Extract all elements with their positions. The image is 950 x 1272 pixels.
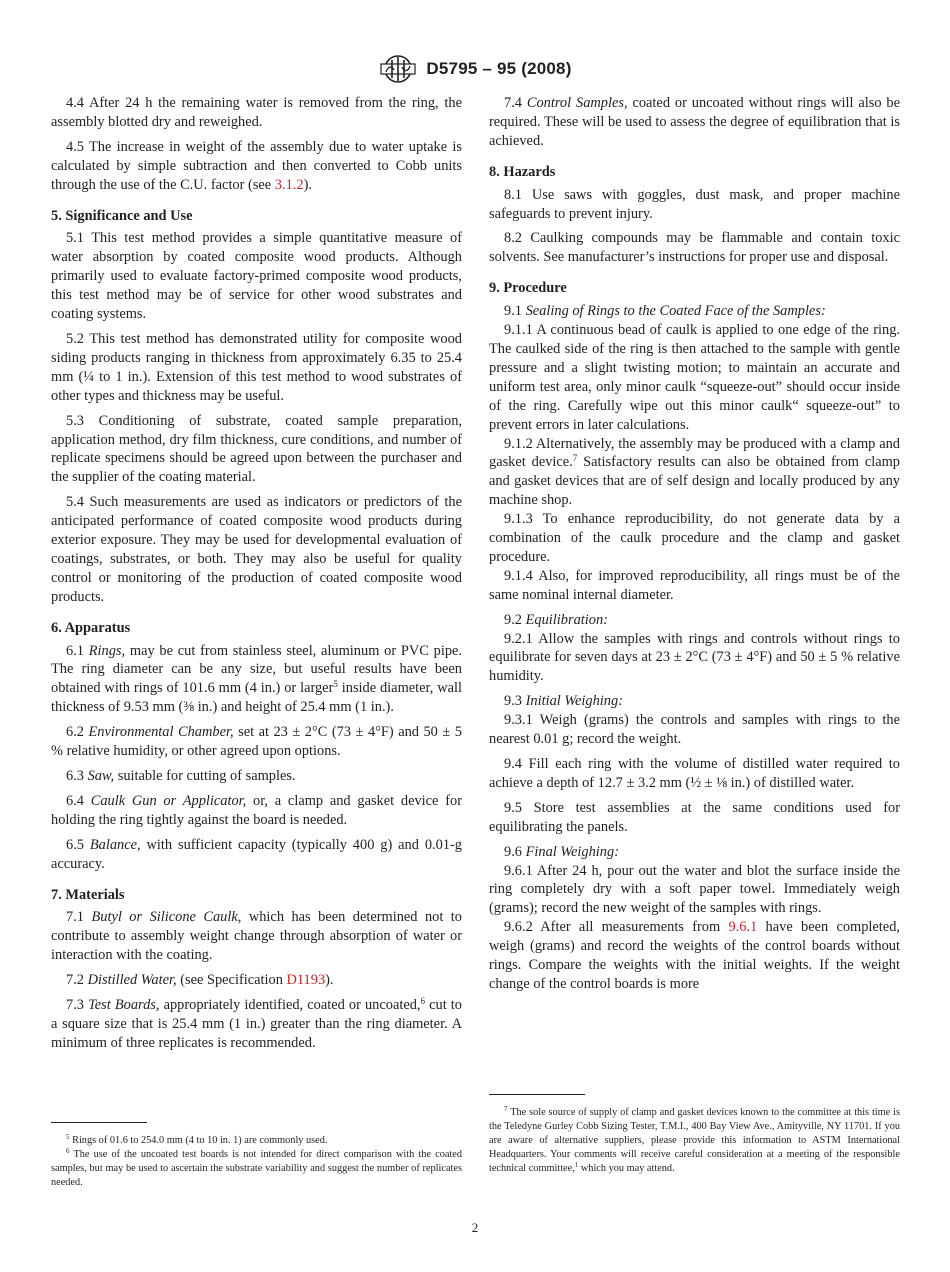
- paragraph-9-3-1: 9.3.1 Weigh (grams) the controls and samples with rings to the nearest 0.01 g; record the weight.: [489, 712, 900, 748]
- paragraph-6-2: 6.2 Environmental Chamber, set at 23 ± 2°C (73 ± 4°F) and 50 ± 5 % relative humidity, or other agreed upon options.: [51, 724, 462, 760]
- footnote-divider-left: [51, 1122, 147, 1123]
- paragraph-5-2: 5.2 This test method has demonstrated utility for composite wood siding products ranging in thickness from approximately 6.35 to 25.4 mm (¼ to 1 in.). Extension of this test method to wood substrates of other types and thickness may be useful.: [51, 330, 462, 404]
- link-3-1-2[interactable]: 3.1.2: [274, 176, 304, 193]
- paragraph-5-1: 5.1 This test method provides a simple quantitative measure of water absorption by coated composite wood products. Although primarily used to evaluate factory-primed composite wood products, this test method may be of service for other wood substrates and coating systems.: [51, 230, 462, 323]
- paragraph-9-1-1: 9.1.1 A continuous bead of caulk is applied to one edge of the ring. The caulked side of the ring is then attached to the sample with gentle pressure and a slight twisting motion; to maintain an accurate and uniform test area, only minor caulk “squeeze-out” should occur inside of the ring. Carefully wipe out this minor caulk“ squeeze-out” to prevent errors in later calculations.: [489, 322, 900, 433]
- paragraph-9-2: 9.2 Equilibration:: [504, 611, 608, 628]
- footnote-7: $^7$ The sole source of supply of clamp and gasket devices known to the committee at this time is the Teledyne Gurley Cobb Sizing Tester, T.M.I., 400 Bay View Ave., Amityville, NY 11701. If you are aware of alternative suppliers, please provide this information to ASTM International Headquarters. Your comments will receive careful consideration at a meeting of the responsible technical committee,$^1$ which you may attend.: [489, 1105, 900, 1174]
- paragraph-9-1-4: 9.1.4 Also, for improved reproducibility, all rings must be of the same nominal internal diameter.: [489, 567, 900, 603]
- page-header: [0, 52, 950, 86]
- footnote-divider-right: [489, 1094, 585, 1095]
- paragraph-9-4: 9.4 Fill each ring with the volume of distilled water required to achieve a depth of 12.7 ± 3.2 mm (½ ± ⅛ in.) of distilled water.: [489, 756, 900, 791]
- link-d1193[interactable]: D1193: [286, 972, 326, 989]
- section-9-heading: 9. Procedure: [489, 280, 567, 297]
- paragraph-9-6-2: 9.6.2 After all measurements from 9.6.1 have been completed, weigh (grams) and record the weights of the control boards without rings. Compare the weights with the initial weights. If the weight change of the control boards is more: [489, 919, 900, 992]
- footnote-ref-5[interactable]: 5: [333, 679, 338, 690]
- paragraph-9-6: 9.6 Final Weighing:: [504, 843, 619, 860]
- paragraph-6-1: 6.1 Rings, may be cut from stainless steel, aluminum or PVC pipe. The ring diameter can be any size, but useful results have been obtained with rings of 101.6 mm (4 in.) or larger$^5$ inside diameter, wall thickness of 9.53 mm (⅜ in.) and height of 25.4 mm (1 in.).: [51, 642, 462, 716]
- section-6-heading: 6. Apparatus: [51, 619, 131, 636]
- page-number: 2: [471, 1220, 479, 1235]
- footnote-ref-6[interactable]: 6: [420, 996, 426, 1007]
- paragraph-8-1: 8.1 Use saws with goggles, dust mask, and proper machine safeguards to prevent injury.: [489, 186, 900, 222]
- paragraph-9-6-1: 9.6.1 After 24 h, pour out the water and blot the surface inside the ring completely dry with a soft paper towel. Immediately weigh (grams); record the new weight of the samples with rings.: [489, 862, 900, 917]
- section-7-heading: 7. Materials: [51, 886, 125, 903]
- paragraph-7-3: 7.3 Test Boards, appropriately identified, coated or uncoated,$^6$ cut to a square size that is 25.4 mm (1 in.) greater than the ring diameter. A minimum of three replicates is recommended.: [51, 996, 462, 1051]
- paragraph-9-1-3: 9.1.3 To enhance reproducibility, do not generate data by a combination of the caulk procedure and the clamp and gasket procedure.: [489, 511, 900, 565]
- left-column: [51, 94, 462, 1053]
- paragraph-9-5: 9.5 Store test assemblies at the same conditions used for equilibrating the panels.: [489, 799, 900, 835]
- paragraph-7-4: 7.4 Control Samples, coated or uncoated without rings will also be required. These will be used to assess the degree of equilibration that is achieved.: [489, 95, 901, 149]
- paragraph-9-1-2: 9.1.2 Alternatively, the assembly may be produced with a clamp and gasket device.$^7$ Satisfactory results can also be obtained from clamp and gasket devices that are of self design and locally produced by any machine shop.: [489, 435, 900, 509]
- paragraph-5-4: 5.4 Such measurements are used as indicators or predictors of the anticipated performance of coated composite wood products during exterior exposure. They may be used for developmental evaluation of coatings, substrates, or both. They may also be useful for quality control or monitoring of the production of coated composite wood products.: [51, 494, 462, 605]
- paragraph-9-1: 9.1 Sealing of Rings to the Coated Face of the Samples:: [504, 303, 826, 320]
- footnote-6: $^6$ The use of the uncoated test boards is not intended for direct comparison with the coated samples, but may be used to ascertain the substrate variability and suggest the number of replicates needed.: [51, 1147, 462, 1188]
- paragraph-9-3: 9.3 Initial Weighing:: [504, 693, 623, 710]
- paragraph-7-2: 7.2 Distilled Water, (see Specification D1193).: [66, 972, 334, 989]
- footnote-5: $^5$ Rings of 01.6 to 254.0 mm (4 to 10 in. 1) are commonly used.: [66, 1133, 328, 1146]
- link-9-6-1[interactable]: 9.6.1: [728, 919, 758, 936]
- paragraph-6-5: 6.5 Balance, with sufficient capacity (typically 400 g) and 0.01-g accuracy.: [51, 836, 462, 872]
- right-column: [489, 94, 900, 994]
- paragraph-6-4: 6.4 Caulk Gun or Applicator, or, a clamp and gasket device for holding the ring tightly against the board is needed.: [51, 792, 462, 828]
- paragraph-6-3: 6.3 Saw, suitable for cutting of samples.: [66, 768, 296, 784]
- paragraph-5-3: 5.3 Conditioning of substrate, coated sample preparation, application method, dry film thickness, cure conditions, and number of replicate specimens should be agreed upon between the purchaser and the supplier of the coating material.: [51, 412, 462, 486]
- paragraph-4-4: 4.4 After 24 h the remaining water is removed from the ring, the assembly blotted dry and reweighed.: [51, 95, 462, 130]
- footnotes-right: [489, 1106, 900, 1176]
- standard-designation: D5795 – 95 (2008): [426, 59, 572, 78]
- paragraph-4-5: 4.5 The increase in weight of the assembly due to water uptake is calculated by simple subtraction and then converted to Cobb units through the use of the C.U. factor (see 3.1.2).: [51, 138, 462, 193]
- paragraph-8-2: 8.2 Caulking compounds may be flammable and contain toxic solvents. See manufacturer’s instructions for proper use and disposal.: [489, 230, 900, 266]
- section-8-heading: 8. Hazards: [489, 163, 556, 180]
- footnotes-left: [51, 1134, 462, 1190]
- paragraph-7-1: 7.1 Butyl or Silicone Caulk, which has been determined not to contribute to assembly weight change through absorption of water or interaction with the coating.: [51, 909, 463, 964]
- paragraph-9-2-1: 9.2.1 Allow the samples with rings and controls without rings to equilibrate for seven days at 23 ± 2°C (73 ± 4°F) and 50 ± 5 % relative humidity.: [489, 630, 900, 685]
- footnote-ref-7[interactable]: 7: [572, 453, 578, 464]
- section-5-heading: 5. Significance and Use: [51, 207, 193, 224]
- astm-logo-icon: [378, 54, 418, 84]
